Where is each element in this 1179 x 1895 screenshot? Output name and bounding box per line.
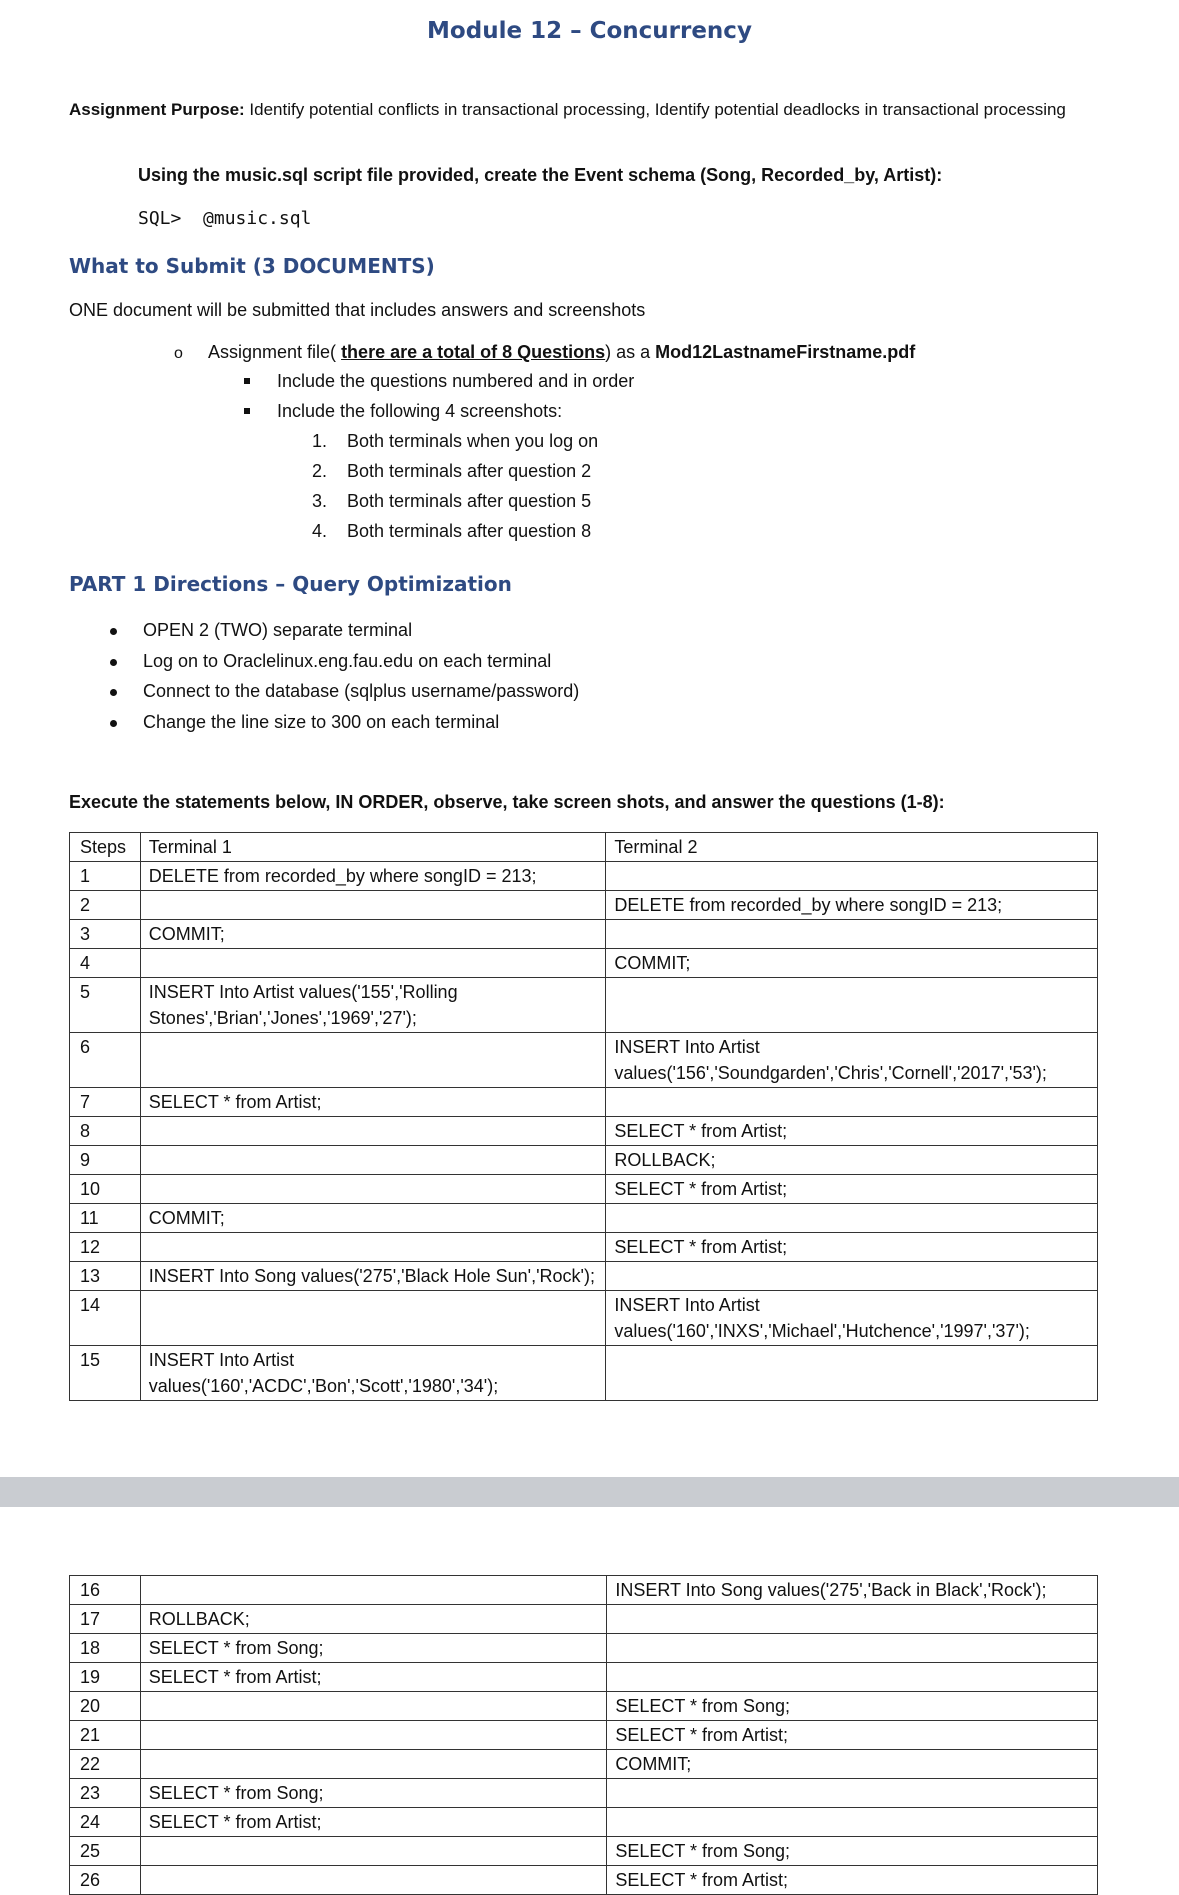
part1-heading: PART 1 Directions – Query Optimization bbox=[69, 572, 512, 596]
terminal-1-cell: ROLLBACK; bbox=[140, 1605, 607, 1634]
terminal-2-cell: SELECT * from Artist; bbox=[606, 1117, 1098, 1146]
table-row bbox=[70, 1808, 1098, 1837]
direction-item: Connect to the database (sqlplus username/password) bbox=[143, 681, 580, 701]
bullet-icon bbox=[110, 720, 117, 727]
step-cell: 16 bbox=[70, 1576, 141, 1605]
step-cell: 10 bbox=[70, 1175, 141, 1204]
table-row bbox=[70, 1634, 1098, 1663]
screenshot-number: 4. bbox=[312, 521, 328, 541]
step-cell: 17 bbox=[70, 1605, 141, 1634]
terminal-1-cell bbox=[140, 949, 606, 978]
circle-bullet-icon: o bbox=[174, 345, 183, 362]
table-row bbox=[70, 1750, 1098, 1779]
steps-table bbox=[69, 832, 1098, 1401]
screenshot-item: Both terminals after question 2 bbox=[347, 461, 592, 481]
screenshot-item: Both terminals when you log on bbox=[347, 431, 599, 451]
step-cell: 25 bbox=[70, 1837, 141, 1866]
terminal-1-cell bbox=[140, 1750, 607, 1779]
terminal-2-cell bbox=[606, 1346, 1098, 1401]
submit-heading: What to Submit (3 DOCUMENTS) bbox=[69, 254, 435, 278]
step-cell: 22 bbox=[70, 1750, 141, 1779]
step-cell: 20 bbox=[70, 1692, 141, 1721]
table-row bbox=[70, 1346, 1098, 1401]
terminal-1-cell bbox=[140, 1866, 607, 1895]
terminal-2-cell bbox=[606, 1204, 1098, 1233]
step-cell: 4 bbox=[70, 949, 141, 978]
table-row bbox=[70, 1146, 1098, 1175]
table-row bbox=[70, 978, 1098, 1033]
item-prefix: Assignment file( bbox=[208, 342, 342, 362]
terminal-2-cell bbox=[606, 1262, 1098, 1291]
screenshot-item: Both terminals after question 8 bbox=[347, 521, 592, 541]
table-row bbox=[70, 1204, 1098, 1233]
table-row bbox=[70, 1233, 1098, 1262]
terminal-2-cell: SELECT * from Song; bbox=[607, 1837, 1098, 1866]
header-steps: Steps bbox=[70, 833, 141, 862]
terminal-2-cell bbox=[606, 862, 1098, 891]
terminal-1-cell: SELECT * from Song; bbox=[140, 1634, 607, 1663]
terminal-1-cell bbox=[140, 1033, 606, 1088]
terminal-2-cell: DELETE from recorded_by where songID = 213; bbox=[606, 891, 1098, 920]
terminal-1-cell: SELECT * from Artist; bbox=[140, 1808, 607, 1837]
sub-item: Include the questions numbered and in order bbox=[277, 371, 635, 391]
table-row bbox=[70, 1291, 1098, 1346]
step-cell: 21 bbox=[70, 1721, 141, 1750]
table-row bbox=[70, 1262, 1098, 1291]
terminal-2-cell: SELECT * from Song; bbox=[607, 1692, 1098, 1721]
terminal-1-cell: INSERT Into Artist values('160','ACDC','Bon','Scott','1980','34'); bbox=[140, 1346, 606, 1401]
terminal-1-cell: INSERT Into Song values('275','Black Hole Sun','Rock'); bbox=[140, 1262, 606, 1291]
direction-item: Change the line size to 300 on each terminal bbox=[143, 712, 500, 732]
step-cell: 9 bbox=[70, 1146, 141, 1175]
terminal-1-cell: COMMIT; bbox=[140, 920, 606, 949]
step-cell: 24 bbox=[70, 1808, 141, 1837]
step-cell: 3 bbox=[70, 920, 141, 949]
terminal-1-cell: COMMIT; bbox=[140, 1204, 606, 1233]
table-row bbox=[70, 891, 1098, 920]
table-row bbox=[70, 1866, 1098, 1895]
terminal-2-cell bbox=[606, 1088, 1098, 1117]
screenshot-number: 3. bbox=[312, 491, 328, 511]
header-terminal-1: Terminal 1 bbox=[140, 833, 606, 862]
page-divider bbox=[0, 1477, 1179, 1507]
file-name: Mod12LastnameFirstname.pdf bbox=[655, 342, 916, 362]
step-cell: 11 bbox=[70, 1204, 141, 1233]
terminal-2-cell: INSERT Into Artist values('156','Soundgarden','Chris','Cornell','2017','53'); bbox=[606, 1033, 1098, 1088]
step-cell: 7 bbox=[70, 1088, 141, 1117]
terminal-2-cell bbox=[606, 978, 1098, 1033]
terminal-1-cell bbox=[140, 1692, 607, 1721]
assignment-file-item bbox=[208, 342, 915, 363]
step-cell: 8 bbox=[70, 1117, 141, 1146]
table-row bbox=[70, 1088, 1098, 1117]
sub-item: Include the following 4 screenshots: bbox=[277, 401, 563, 421]
terminal-2-cell bbox=[607, 1663, 1098, 1692]
terminal-2-cell: INSERT Into Artist values('160','INXS','Michael','Hutchence','1997','37'); bbox=[606, 1291, 1098, 1346]
terminal-2-cell: COMMIT; bbox=[606, 949, 1098, 978]
step-cell: 14 bbox=[70, 1291, 141, 1346]
step-cell: 5 bbox=[70, 978, 141, 1033]
table-row bbox=[70, 1117, 1098, 1146]
step-cell: 13 bbox=[70, 1262, 141, 1291]
header-terminal-2: Terminal 2 bbox=[606, 833, 1098, 862]
terminal-1-cell: SELECT * from Artist; bbox=[140, 1088, 606, 1117]
terminal-2-cell: ROLLBACK; bbox=[606, 1146, 1098, 1175]
screenshot-number: 2. bbox=[312, 461, 328, 481]
terminal-1-cell bbox=[140, 1117, 606, 1146]
document-page-2 bbox=[0, 1507, 1179, 1889]
terminal-1-cell: DELETE from recorded_by where songID = 213; bbox=[140, 862, 606, 891]
terminal-1-cell: INSERT Into Artist values('155','Rolling Stones','Brian','Jones','1969','27'); bbox=[140, 978, 606, 1033]
terminal-1-cell: SELECT * from Artist; bbox=[140, 1663, 607, 1692]
terminal-2-cell: COMMIT; bbox=[607, 1750, 1098, 1779]
step-cell: 19 bbox=[70, 1663, 141, 1692]
terminal-1-cell bbox=[140, 1146, 606, 1175]
table-row bbox=[70, 1175, 1098, 1204]
purpose-text: Identify potential conflicts in transactional processing, Identify potential deadlocks in transactional processing bbox=[244, 100, 1066, 119]
table-row bbox=[70, 1033, 1098, 1088]
terminal-2-cell: SELECT * from Artist; bbox=[606, 1233, 1098, 1262]
table-row bbox=[70, 1721, 1098, 1750]
step-cell: 12 bbox=[70, 1233, 141, 1262]
terminal-2-cell bbox=[607, 1605, 1098, 1634]
terminal-2-cell bbox=[607, 1634, 1098, 1663]
table-row bbox=[70, 1576, 1098, 1605]
questions-count-link: there are a total of 8 Questions bbox=[341, 342, 606, 362]
sql-command: SQL> @music.sql bbox=[138, 208, 312, 229]
assignment-purpose bbox=[69, 97, 1069, 123]
schema-instruction: Using the music.sql script file provided, create the Event schema (Song, Recorded_by, Artist): bbox=[138, 165, 943, 185]
bullet-icon bbox=[110, 659, 117, 666]
step-cell: 23 bbox=[70, 1779, 141, 1808]
terminal-2-cell: INSERT Into Song values('275','Back in Black','Rock'); bbox=[607, 1576, 1098, 1605]
terminal-1-cell bbox=[140, 1837, 607, 1866]
screenshot-item: Both terminals after question 5 bbox=[347, 491, 592, 511]
terminal-2-cell bbox=[607, 1779, 1098, 1808]
table-row bbox=[70, 920, 1098, 949]
square-bullet-icon bbox=[244, 378, 250, 384]
step-cell: 15 bbox=[70, 1346, 141, 1401]
table-row bbox=[70, 1779, 1098, 1808]
terminal-1-cell bbox=[140, 891, 606, 920]
terminal-1-cell bbox=[140, 1175, 606, 1204]
terminal-1-cell bbox=[140, 1291, 606, 1346]
table-row bbox=[70, 1692, 1098, 1721]
table-row bbox=[70, 949, 1098, 978]
terminal-1-cell: SELECT * from Song; bbox=[140, 1779, 607, 1808]
bullet-icon bbox=[110, 689, 117, 696]
terminal-1-cell bbox=[140, 1721, 607, 1750]
screenshot-number: 1. bbox=[312, 431, 328, 451]
direction-item: Log on to Oraclelinux.eng.fau.edu on each terminal bbox=[143, 651, 552, 671]
step-cell: 1 bbox=[70, 862, 141, 891]
step-cell: 18 bbox=[70, 1634, 141, 1663]
square-bullet-icon bbox=[244, 408, 250, 414]
steps-table-continued bbox=[69, 1575, 1098, 1895]
item-mid: ) as a bbox=[605, 342, 656, 362]
page-title: Module 12 – Concurrency bbox=[427, 18, 752, 44]
table-row bbox=[70, 1837, 1098, 1866]
terminal-1-cell bbox=[140, 1576, 607, 1605]
step-cell: 6 bbox=[70, 1033, 141, 1088]
terminal-2-cell bbox=[606, 920, 1098, 949]
step-cell: 26 bbox=[70, 1866, 141, 1895]
execute-instruction: Execute the statements below, IN ORDER, observe, take screen shots, and answer the questions (1-8): bbox=[69, 792, 945, 812]
table-header-row bbox=[70, 833, 1098, 862]
terminal-1-cell bbox=[140, 1233, 606, 1262]
terminal-2-cell: SELECT * from Artist; bbox=[607, 1721, 1098, 1750]
direction-item: OPEN 2 (TWO) separate terminal bbox=[143, 620, 413, 640]
terminal-2-cell bbox=[607, 1808, 1098, 1837]
table-row bbox=[70, 1605, 1098, 1634]
bullet-icon bbox=[110, 628, 117, 635]
terminal-2-cell: SELECT * from Artist; bbox=[607, 1866, 1098, 1895]
step-cell: 2 bbox=[70, 891, 141, 920]
table-row bbox=[70, 1663, 1098, 1692]
purpose-label: Assignment Purpose: bbox=[69, 100, 245, 119]
submit-intro: ONE document will be submitted that includes answers and screenshots bbox=[69, 300, 646, 320]
terminal-2-cell: SELECT * from Artist; bbox=[606, 1175, 1098, 1204]
table-row bbox=[70, 862, 1098, 891]
